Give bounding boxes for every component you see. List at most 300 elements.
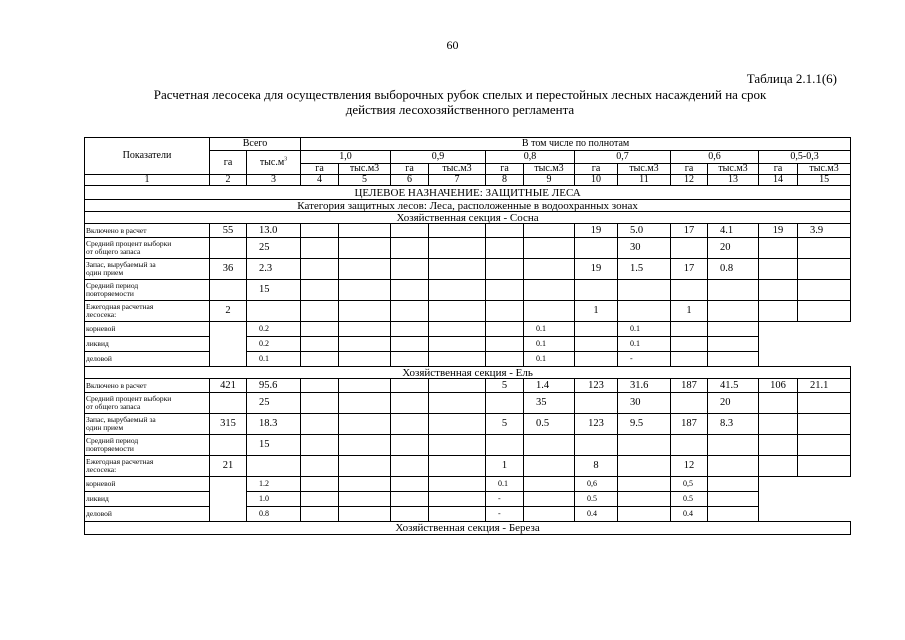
value-cell	[391, 322, 429, 337]
value-cell	[339, 259, 391, 280]
value-cell: 0.2	[247, 322, 301, 337]
value-cell: 1	[575, 301, 618, 322]
row-label-line: один прием	[86, 268, 124, 277]
table-row	[85, 507, 851, 522]
value-cell	[429, 352, 486, 367]
value-cell	[618, 456, 671, 477]
table-row	[85, 435, 851, 456]
value-cell	[301, 224, 339, 238]
value-cell	[671, 238, 708, 259]
purpose-row: ЦЕЛЕВОЕ НАЗНАЧЕНИЕ: ЗАЩИТНЫЕ ЛЕСА	[85, 186, 851, 200]
table-row	[85, 337, 851, 352]
table-title	[90, 87, 830, 117]
value-cell	[575, 337, 618, 352]
value-cell	[708, 280, 759, 301]
value-cell: 0.8	[247, 507, 301, 522]
row-label-line: Средний процент выборки	[86, 394, 172, 403]
value-cell	[708, 507, 759, 522]
value-cell: 20	[708, 238, 759, 259]
header-ha: га	[759, 164, 798, 175]
value-cell	[301, 492, 339, 507]
table-row	[85, 456, 851, 477]
column-number: 3	[247, 175, 301, 186]
column-number: 7	[429, 175, 486, 186]
value-cell: 1.2	[247, 477, 301, 492]
value-cell	[301, 456, 339, 477]
value-cell	[391, 337, 429, 352]
header-ha: га	[391, 164, 429, 175]
row-label: корневой	[85, 477, 210, 492]
row-label: деловой	[85, 352, 210, 367]
table-row	[85, 138, 851, 151]
value-cell: 15	[247, 435, 301, 456]
row-label	[85, 393, 210, 414]
value-cell	[759, 456, 798, 477]
row-label	[85, 238, 210, 259]
value-cell: 41.5	[708, 379, 759, 393]
value-cell	[339, 337, 391, 352]
header-ths-m3: тыс.м3	[618, 164, 671, 175]
value-cell	[524, 301, 575, 322]
value-cell	[429, 456, 486, 477]
value-cell	[339, 414, 391, 435]
value-cell	[429, 435, 486, 456]
value-cell: 8.3	[708, 414, 759, 435]
value-cell: 315	[210, 414, 247, 435]
value-cell	[486, 224, 524, 238]
header-density: 1,0	[301, 151, 391, 164]
column-number: 5	[339, 175, 391, 186]
value-cell: 55	[210, 224, 247, 238]
value-cell: 19	[575, 259, 618, 280]
table-row	[85, 522, 851, 535]
table-row	[85, 379, 851, 393]
value-cell: 123	[575, 414, 618, 435]
value-cell: 1.5	[618, 259, 671, 280]
category-row: Категория защитных лесов: Леса, расположенные в водоохранных зонах	[85, 200, 851, 212]
value-cell	[301, 507, 339, 522]
value-cell: 5	[486, 379, 524, 393]
value-cell	[429, 507, 486, 522]
value-cell: 17	[671, 259, 708, 280]
value-cell	[210, 393, 247, 414]
value-cell	[798, 456, 851, 477]
header-ths-m3	[247, 151, 301, 175]
value-cell	[247, 301, 301, 322]
value-cell	[301, 259, 339, 280]
header-density: 0,9	[391, 151, 486, 164]
value-cell	[429, 238, 486, 259]
value-cell	[671, 393, 708, 414]
value-cell	[301, 352, 339, 367]
value-cell	[575, 238, 618, 259]
row-label-line: Средний период	[86, 281, 139, 290]
value-cell	[391, 224, 429, 238]
value-cell: 13.0	[247, 224, 301, 238]
value-cell	[759, 435, 798, 456]
value-cell: 0.2	[247, 337, 301, 352]
value-cell	[575, 435, 618, 456]
column-number: 9	[524, 175, 575, 186]
row-label-line: от общего запаса	[86, 402, 141, 411]
value-cell	[486, 301, 524, 322]
value-cell: 4.1	[708, 224, 759, 238]
header-density: 0,6	[671, 151, 759, 164]
value-cell	[301, 337, 339, 352]
value-cell: 30	[618, 238, 671, 259]
value-cell	[798, 280, 851, 301]
value-cell	[708, 301, 759, 322]
table-row	[85, 224, 851, 238]
value-cell: 36	[210, 259, 247, 280]
value-cell	[339, 507, 391, 522]
row-label-line: повторяемости	[86, 289, 134, 298]
value-cell: 18.3	[247, 414, 301, 435]
page-number: 60	[446, 38, 459, 52]
value-cell: 0.1	[524, 352, 575, 367]
value-cell	[301, 322, 339, 337]
header-ha: га	[301, 164, 339, 175]
value-cell: -	[486, 492, 524, 507]
column-number: 12	[671, 175, 708, 186]
value-cell	[708, 337, 759, 352]
value-cell	[486, 322, 524, 337]
value-cell	[524, 259, 575, 280]
value-cell	[339, 224, 391, 238]
value-cell: 9.5	[618, 414, 671, 435]
value-cell	[301, 379, 339, 393]
value-cell	[671, 322, 708, 337]
column-number: 13	[708, 175, 759, 186]
row-label: ликвид	[85, 337, 210, 352]
row-label-line: Средний период	[86, 436, 139, 445]
header-ths-m3-sup: 3	[284, 156, 288, 163]
row-label	[85, 259, 210, 280]
value-cell	[339, 379, 391, 393]
value-cell	[524, 238, 575, 259]
value-cell	[618, 280, 671, 301]
value-cell	[429, 224, 486, 238]
value-cell: 5.0	[618, 224, 671, 238]
value-cell	[339, 393, 391, 414]
value-cell	[671, 435, 708, 456]
value-cell: 0.4	[575, 507, 618, 522]
value-cell	[301, 414, 339, 435]
value-cell: 0.4	[671, 507, 708, 522]
value-cell	[524, 224, 575, 238]
value-cell	[339, 435, 391, 456]
title-line-1: Расчетная лесосека для осуществления выборочных рубок спелых и перестойных лесных насаждений на срок	[153, 87, 767, 102]
value-cell: 31.6	[618, 379, 671, 393]
row-label	[85, 435, 210, 456]
value-cell	[339, 352, 391, 367]
table-row	[85, 301, 851, 322]
value-cell	[575, 322, 618, 337]
value-cell	[524, 280, 575, 301]
value-cell	[301, 393, 339, 414]
value-cell	[708, 492, 759, 507]
row-label: Включено в расчет	[85, 379, 210, 393]
value-cell	[429, 322, 486, 337]
header-ha: га	[575, 164, 618, 175]
row-label-line: Запас, вырубаемый за	[86, 415, 156, 424]
value-cell: 0.1	[524, 322, 575, 337]
column-number: 11	[618, 175, 671, 186]
value-cell: 0,6	[575, 477, 618, 492]
value-cell: 2.3	[247, 259, 301, 280]
value-cell	[247, 456, 301, 477]
value-cell: 25	[247, 393, 301, 414]
value-cell	[429, 301, 486, 322]
header-ths-m3: тыс.м3	[339, 164, 391, 175]
value-cell: 3.9	[798, 224, 851, 238]
value-cell	[391, 456, 429, 477]
value-cell	[575, 393, 618, 414]
value-cell	[210, 238, 247, 259]
value-cell	[759, 301, 798, 322]
table-row	[85, 259, 851, 280]
value-cell	[429, 280, 486, 301]
header-density: 0,8	[486, 151, 575, 164]
row-label	[85, 301, 210, 322]
row-label	[85, 280, 210, 301]
table-row	[85, 186, 851, 200]
value-cell	[708, 456, 759, 477]
value-cell: 1	[671, 301, 708, 322]
value-cell: 0,5	[671, 477, 708, 492]
header-density: 0,5-0,3	[759, 151, 851, 164]
value-cell	[301, 238, 339, 259]
value-cell: 0.5	[575, 492, 618, 507]
value-cell: 25	[247, 238, 301, 259]
table-row	[85, 200, 851, 212]
value-cell	[301, 477, 339, 492]
value-cell	[301, 280, 339, 301]
value-cell	[301, 435, 339, 456]
value-cell	[339, 301, 391, 322]
table-label: Таблица 2.1.1(6)	[746, 71, 837, 86]
header-ths-m3: тыс.м3	[524, 164, 575, 175]
row-label-line: повторяемости	[86, 444, 134, 453]
value-cell: 15	[247, 280, 301, 301]
value-cell	[391, 379, 429, 393]
value-cell: 95.6	[247, 379, 301, 393]
row-label: ликвид	[85, 492, 210, 507]
value-cell: 35	[524, 393, 575, 414]
value-cell	[708, 322, 759, 337]
row-label	[85, 456, 210, 477]
value-cell	[618, 435, 671, 456]
value-cell	[210, 280, 247, 301]
value-cell	[391, 414, 429, 435]
value-cell: 21	[210, 456, 247, 477]
header-ha: га	[210, 151, 247, 175]
value-cell	[671, 352, 708, 367]
value-cell	[429, 477, 486, 492]
value-cell	[339, 456, 391, 477]
table-row	[85, 477, 851, 492]
value-cell	[575, 280, 618, 301]
value-cell	[798, 435, 851, 456]
value-cell	[429, 492, 486, 507]
table-row	[85, 212, 851, 224]
value-cell: 20	[708, 393, 759, 414]
header-density: 0,7	[575, 151, 671, 164]
value-cell: 19	[759, 224, 798, 238]
value-cell	[671, 337, 708, 352]
value-cell	[429, 414, 486, 435]
value-cell	[524, 492, 575, 507]
value-cell	[391, 280, 429, 301]
table-row	[85, 280, 851, 301]
table-row	[85, 175, 851, 186]
value-cell	[429, 337, 486, 352]
value-cell	[339, 238, 391, 259]
value-cell	[210, 435, 247, 456]
value-cell	[210, 322, 247, 367]
header-ths-m3-base: тыс.м	[259, 156, 285, 168]
table-row	[85, 393, 851, 414]
value-cell: 0.5	[524, 414, 575, 435]
value-cell	[524, 507, 575, 522]
header-total: Всего	[210, 138, 301, 151]
value-cell: 0.1	[486, 477, 524, 492]
table-row	[85, 414, 851, 435]
value-cell: 0.1	[618, 322, 671, 337]
value-cell: 12	[671, 456, 708, 477]
row-label-line: Средний процент выборки	[86, 239, 172, 248]
value-cell	[798, 259, 851, 280]
value-cell: 1.4	[524, 379, 575, 393]
value-cell	[486, 352, 524, 367]
value-cell: 187	[671, 379, 708, 393]
row-label-line: от общего запаса	[86, 247, 141, 256]
column-number: 6	[391, 175, 429, 186]
value-cell	[391, 477, 429, 492]
value-cell: 0.8	[708, 259, 759, 280]
value-cell	[391, 507, 429, 522]
value-cell	[618, 492, 671, 507]
row-label-line: Запас, вырубаемый за	[86, 260, 156, 269]
value-cell: 19	[575, 224, 618, 238]
header-ths-m3: тыс.м3	[708, 164, 759, 175]
table-row	[85, 492, 851, 507]
value-cell	[391, 352, 429, 367]
header-indicators: Показатели	[85, 138, 210, 175]
value-cell: 0.1	[618, 337, 671, 352]
value-cell	[708, 435, 759, 456]
row-label-line: лесосека:	[86, 465, 117, 474]
column-number: 15	[798, 175, 851, 186]
value-cell	[339, 477, 391, 492]
header-ths-m3: тыс.м3	[798, 164, 851, 175]
value-cell	[524, 456, 575, 477]
value-cell	[391, 238, 429, 259]
row-label: корневой	[85, 322, 210, 337]
value-cell	[671, 280, 708, 301]
value-cell	[391, 435, 429, 456]
row-label-line: один прием	[86, 423, 124, 432]
value-cell: 21.1	[798, 379, 851, 393]
value-cell: 17	[671, 224, 708, 238]
value-cell	[524, 435, 575, 456]
value-cell	[486, 280, 524, 301]
value-cell	[618, 477, 671, 492]
value-cell	[210, 477, 247, 522]
value-cell	[486, 238, 524, 259]
value-cell: 5	[486, 414, 524, 435]
title-line-2: действия лесохозяйственного регламента	[345, 102, 575, 117]
table-row	[85, 238, 851, 259]
column-number: 2	[210, 175, 247, 186]
value-cell: -	[618, 352, 671, 367]
column-number: 4	[301, 175, 339, 186]
column-number: 8	[486, 175, 524, 186]
value-cell	[798, 301, 851, 322]
value-cell	[618, 301, 671, 322]
value-cell	[391, 301, 429, 322]
section-header: Хозяйственная секция - Береза	[85, 522, 851, 535]
row-label-line: лесосека:	[86, 310, 117, 319]
value-cell	[708, 477, 759, 492]
value-cell	[391, 492, 429, 507]
value-cell: 2	[210, 301, 247, 322]
value-cell: 0.1	[524, 337, 575, 352]
value-cell	[339, 322, 391, 337]
value-cell: 421	[210, 379, 247, 393]
value-cell	[486, 259, 524, 280]
row-label	[85, 414, 210, 435]
value-cell	[301, 301, 339, 322]
value-cell	[759, 280, 798, 301]
section-header: Хозяйственная секция - Сосна	[85, 212, 851, 224]
header-including: В том числе по полнотам	[301, 138, 851, 151]
column-number: 1	[85, 175, 210, 186]
value-cell	[759, 259, 798, 280]
column-number: 10	[575, 175, 618, 186]
row-label-line: Ежегодная расчетная	[86, 457, 154, 466]
value-cell	[486, 435, 524, 456]
value-cell	[798, 414, 851, 435]
row-label: деловой	[85, 507, 210, 522]
value-cell	[524, 477, 575, 492]
row-label-line: Ежегодная расчетная	[86, 302, 154, 311]
value-cell	[339, 492, 391, 507]
value-cell: -	[486, 507, 524, 522]
value-cell	[759, 238, 798, 259]
value-cell	[759, 393, 798, 414]
header-ths-m3: тыс.м3	[429, 164, 486, 175]
value-cell	[575, 352, 618, 367]
value-cell	[618, 507, 671, 522]
table-row	[85, 352, 851, 367]
value-cell: 106	[759, 379, 798, 393]
section-header: Хозяйственная секция - Ель	[85, 367, 851, 379]
value-cell	[798, 238, 851, 259]
value-cell	[486, 393, 524, 414]
value-cell	[339, 280, 391, 301]
value-cell: 187	[671, 414, 708, 435]
value-cell	[391, 259, 429, 280]
value-cell: 0.5	[671, 492, 708, 507]
value-cell: 30	[618, 393, 671, 414]
value-cell	[708, 352, 759, 367]
value-cell	[429, 259, 486, 280]
column-number: 14	[759, 175, 798, 186]
value-cell	[798, 393, 851, 414]
value-cell	[429, 379, 486, 393]
header-ha: га	[671, 164, 708, 175]
